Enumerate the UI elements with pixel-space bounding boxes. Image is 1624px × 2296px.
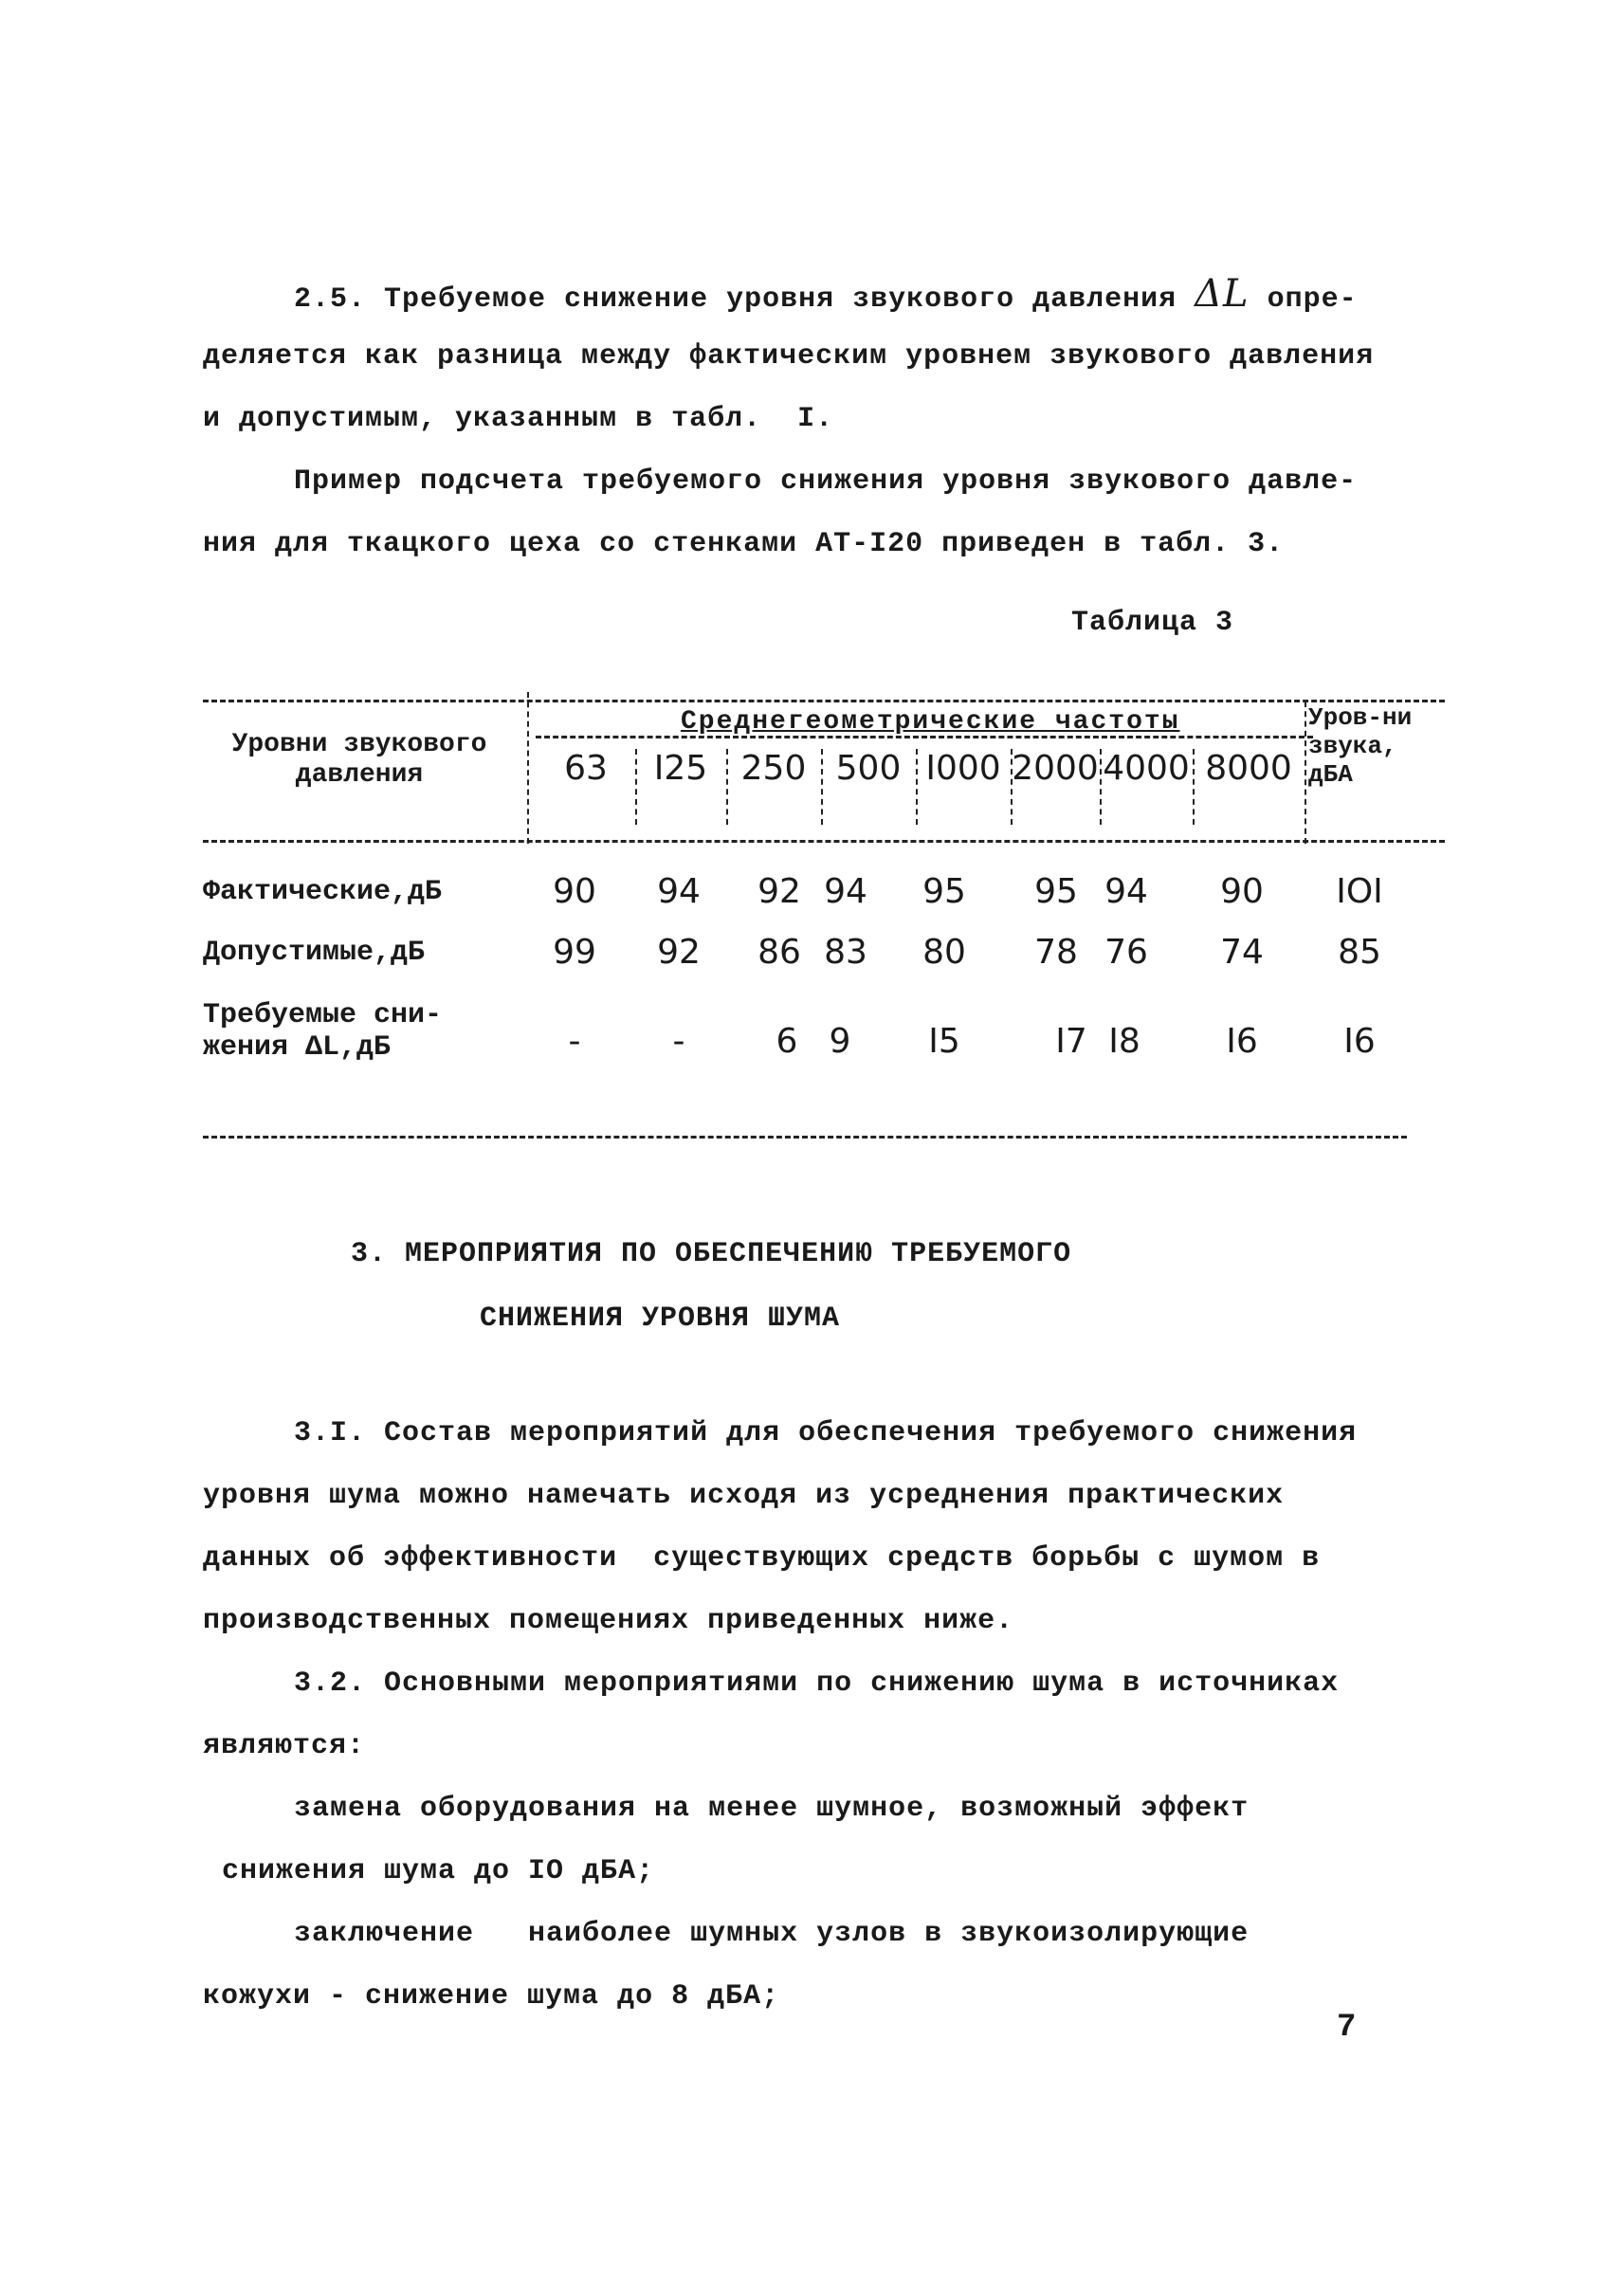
table-cell: I6 [1226,1022,1258,1061]
table-cell: 74 [1220,933,1264,972]
table-cell: 78 [1034,933,1078,972]
table-cell: 99 [553,933,596,972]
table-cell: 92 [757,872,801,911]
table-cell: I7 [1055,1022,1087,1061]
page-number: 7 [1337,2010,1357,2046]
freq-header-63: 63 [564,749,608,788]
intro-line-4: Пример подсчета требуемого снижения уровня звукового давле- [294,465,1358,498]
table-cell: 94 [824,872,867,911]
para-3-1-line-4: производственных помещениях приведенных ниже. [203,1605,1014,1637]
table-cell: 90 [553,872,596,911]
table-cell: 86 [757,933,801,972]
table-cell: 94 [657,872,701,911]
para-3-1-line-1: 3.I. Состав мероприятий для обеспечения требуемого снижения [294,1417,1358,1449]
intro-line-1: 2.5. Требуемое снижение уровня звукового давления ΔL опре- [294,272,1358,316]
delta-l-symbol: ΔL [1195,272,1250,316]
intro-line-5: ния для ткацкого цеха со стенками АТ-I20 приведен в табл. 3. [203,528,1285,560]
freq-header-4000: 4000 [1103,749,1190,788]
freq-header-250: 250 [740,749,807,788]
table-cell: 92 [657,933,701,972]
table-top-rule [203,700,1445,702]
section-3-title-line-1: 3. МЕРОПРИЯТИЯ ПО ОБЕСПЕЧЕНИЮ ТРЕБУЕМОГО [351,1238,1072,1270]
table-cell: 76 [1104,933,1148,972]
table-bottom-rule [203,1136,1407,1139]
col-divider [1305,702,1306,844]
table-cell-level: IOI [1336,872,1383,911]
para-3-2-line-2: являются: [203,1730,366,1762]
table-cell: I8 [1108,1022,1140,1061]
list-item-line-4: кожухи - снижение шума до 8 дБА; [203,1980,780,2013]
freq-header-125: I25 [653,749,708,788]
freq-header-1000: I000 [925,749,1001,788]
intro-line-3: и допустимым, указанным в табл. I. [203,403,834,435]
section-3-title-line-2: СНИЖЕНИЯ УРОВНЯ ШУМА [480,1303,841,1335]
table-cell: 95 [922,872,966,911]
para-3-1-line-3: данных об эффективности существующих средств борьбы с шумом в [203,1542,1321,1575]
table-cell: 9 [829,1022,851,1061]
para-3-1-line-2: уровня шума можно намечать исходя из усреднения практических [203,1480,1285,1512]
table-cell: 94 [1104,872,1148,911]
list-item-line-1: замена оборудования на менее шумное, возможный эффект [294,1793,1250,1825]
table-header-rule [203,840,1445,843]
list-item-line-2: снижения шума до IO дБА; [222,1855,655,1887]
table-cell-level: 85 [1338,933,1381,972]
col-divider [527,692,529,844]
table-cell: 90 [1220,872,1264,911]
table-cell: 83 [824,933,867,972]
row-label-actual: Фактические,дБ [203,876,443,908]
table-cell-level: I6 [1343,1022,1376,1061]
table-cell: 95 [1034,872,1078,911]
level-header: Уров-ни звука, дБА [1308,703,1413,789]
table-cell: - [568,1022,581,1061]
table-cell: 6 [776,1022,798,1061]
para-3-2-line-1: 3.2. Основными мероприятиями по снижению шума в источниках [294,1667,1340,1700]
col-divider [1193,749,1195,825]
row-label-permissible: Допустимые,дБ [203,937,426,969]
freq-header-8000: 8000 [1205,749,1292,788]
table-cell: - [672,1022,685,1061]
table-cell: 80 [922,933,966,972]
row-header-label: Уровни звукового давления [231,730,487,790]
list-item-line-3: заключение наиболее шумных узлов в звукоизолирующие [294,1918,1250,1950]
row-label-required: Требуемые сни-жения ΔL,дБ [203,999,443,1064]
intro-line-2: деляется как разница между фактическим уровнем звукового давления [203,340,1375,373]
freq-header-500: 500 [835,749,902,788]
frequency-group-header: Среднегеометрические частоты [681,707,1180,737]
table-cell: I5 [928,1022,960,1061]
table-caption: Таблица 3 [1071,607,1234,639]
freq-header-2000: 2000 [1012,749,1099,788]
